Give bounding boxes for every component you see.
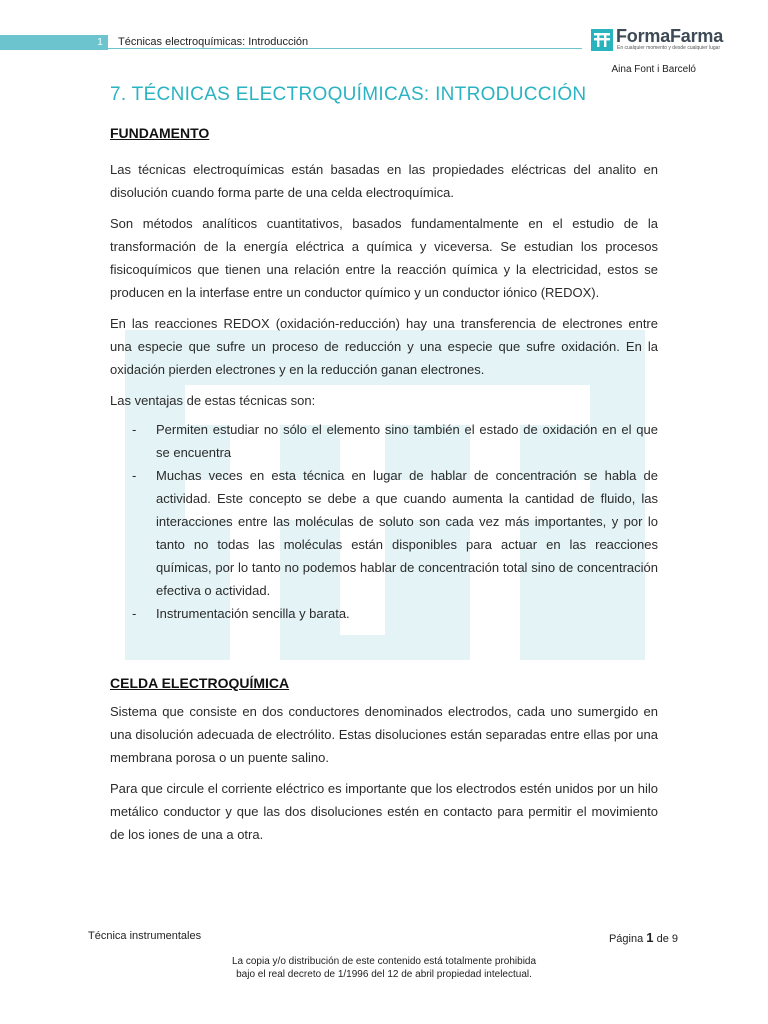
footer-page-label: Página: [608, 933, 644, 945]
document-title: 7. TÉCNICAS ELECTROQUÍMICAS: INTRODUCCIÓN: [110, 84, 587, 105]
list-item-text: Muchas veces en esta técnica en lugar de hablar de concentración se habla de actividad. Este concepto se debe a que cuando aumenta la cantidad de fluido, las interacciones entre las moléculas de soluto son cada vez más importantes, y por lo tanto no todas las moléculas están disponibles para actuar en las reacciones químicas, por lo tanto no podemos hablar de concentración total sino de concentración efectiva o actividad.: [156, 468, 658, 598]
footer-page-total: de 9: [656, 933, 678, 945]
footer-course-name: Técnica instrumentales: [88, 930, 202, 942]
bullet-dash: -: [132, 468, 137, 483]
section-fundamento-body: [110, 158, 658, 625]
copyright-line: bajo el real decreto de 1/1996 del 12 de abril propiedad intelectual.: [236, 969, 532, 980]
paragraph: Sistema que consiste en dos conductores denominados electrodos, cada uno sumergido en una disolución adecuada de electrólito. Estas disoluciones están separadas entre ellas por una membrana porosa o un puente salino.: [110, 704, 658, 765]
author-name: Aina Font i Barceló: [611, 64, 696, 75]
advantages-list: [110, 418, 658, 625]
list-item-text: Permiten estudiar no sólo el elemento sino también el estado de oxidación en el que se encuentra: [156, 422, 658, 460]
section-heading-fundamento: FUNDAMENTO: [110, 125, 210, 141]
list-item-text: Instrumentación sencilla y barata.: [156, 606, 350, 621]
footer-page-current: 1: [646, 930, 654, 945]
header-title: Técnicas electroquímicas: Introducción: [118, 36, 309, 48]
copyright-line: La copia y/o distribución de este contenido está totalmente prohibida: [231, 956, 537, 967]
footer-pagination: [609, 930, 678, 945]
section-heading-celda: CELDA ELECTROQUÍMICA: [110, 675, 290, 691]
bullet-dash: -: [132, 422, 137, 437]
section-celda-body: [110, 700, 658, 854]
copyright-notice: [0, 955, 768, 981]
formafarma-logo: [591, 28, 731, 54]
list-item: [110, 602, 658, 625]
logo-name: FormaFarma: [616, 26, 724, 46]
list-item: [110, 418, 658, 464]
bullet-dash: -: [132, 606, 137, 621]
paragraph: Las técnicas electroquímicas están basadas en las propiedades eléctricas del analito en disolución cuando forma parte de una celda electroquímica.: [110, 162, 658, 200]
logo-mark-icon: [591, 29, 613, 51]
paragraph: Son métodos analíticos cuantitativos, basados fundamentalmente en el estudio de la transformación de la energía eléctrica a química y viceversa. Se estudian los procesos fisicoquímicos que tienen una relación entre la reacción química y la electricidad, estos se producen en la interfase entre un conductor químico y un conductor iónico (REDOX).: [110, 216, 658, 300]
logo-tagline: En cualquier momento y desde cualquier lugar: [617, 45, 721, 51]
paragraph: Las ventajas de estas técnicas son:: [110, 393, 316, 408]
header-rule: [108, 48, 582, 49]
paragraph: Para que circule el corriente eléctrico es importante que los electrodos estén unidos por un hilo metálico conductor y que las dos disoluciones estén en contacto para permitir el movimiento de los iones de una a otra.: [110, 781, 658, 842]
header-page-number: 1: [97, 37, 103, 48]
paragraph: En las reacciones REDOX (oxidación-reducción) hay una transferencia de electrones entre una especie que sufre un proceso de reducción y una especie que sufre oxidación. En la oxidación pierden electrones y en la reducción ganan electrones.: [110, 316, 658, 377]
list-item: [110, 464, 658, 602]
